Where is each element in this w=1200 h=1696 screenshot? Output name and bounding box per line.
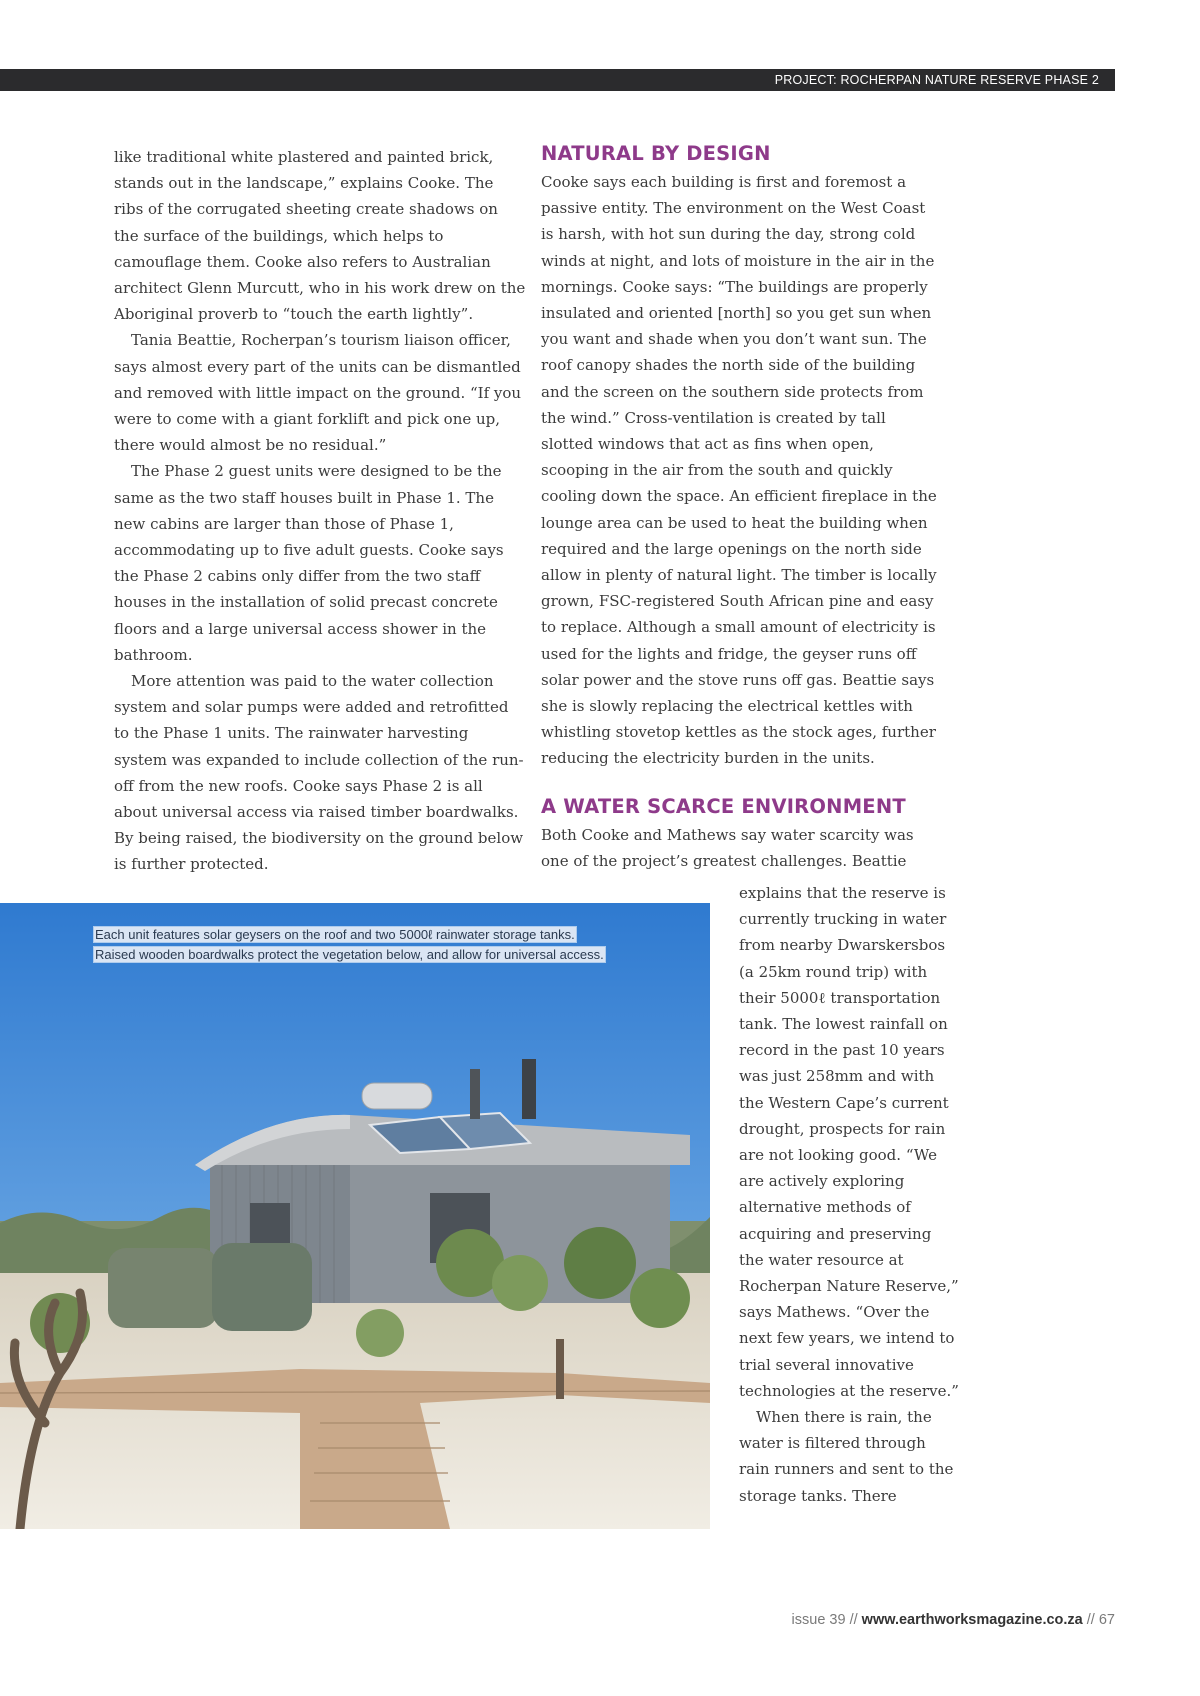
body-paragraph: explains that the reserve is currently trucking in water from nearby Dwarskersbos (a 25km round trip) with their 5000ℓ transportation tank. The lowest rainfall on record in the past 10 years was just 258mm and with the Western Cape’s current drought, prospects for rain are not looking good. “We are actively exploring alternative methods of acquiring and preserving the water resource at Rocherpan Nature Reserve,” says Mathews. “Over the next few years, we intend to trial several innovative technologies at the reserve.” xyxy=(739,884,959,1400)
project-label: PROJECT: ROCHERPAN NATURE RESERVE PHASE 2 xyxy=(774,73,1099,87)
body-paragraph: like traditional white plastered and painted brick, stands out in the landscape,” explains Cooke. The ribs of the corrugated sheeting create shadows on the surface of the buildings, which helps to camouflage them. Cooke also refers to Australian architect Glenn Murcutt, who in his work drew on the Aboriginal proverb to “touch the earth lightly”. xyxy=(114,148,526,324)
photo-caption xyxy=(94,925,605,964)
section-heading-natural-by-design: NATURAL BY DESIGN xyxy=(541,142,771,165)
caption-line: Raised wooden boardwalks protect the vegetation below, and allow for universal access. xyxy=(95,946,604,962)
page-number: 67 xyxy=(1098,1612,1115,1628)
body-paragraph: Tania Beattie, Rocherpan’s tourism liaison officer, says almost every part of the units can be dismantled and removed with little impact on the ground. “If you were to come with a giant forklift and pick one up, there would almost be no residual.” xyxy=(114,331,522,455)
footer-separator: // xyxy=(1082,1612,1099,1628)
body-paragraph: More attention was paid to the water collection system and solar pumps were added and retrofitted to the Phase 1 units. The rainwater harvesting system was expanded to include collection of the run-off from the new roofs. Cooke says Phase 2 is all about universal access via raised timber boardwalks. By being raised, the biodiversity on the ground below is further protected. xyxy=(114,672,524,874)
cabin-photo xyxy=(0,903,710,1529)
footer-separator: // xyxy=(845,1612,862,1628)
body-paragraph: Cooke says each building is first and foremost a passive entity. The environment on the West Coast is harsh, with hot sun during the day, strong cold winds at night, and lots of moisture in the air in the mornings. Cooke says: “The buildings are properly insulated and oriented [north] so you get sun when you want and shade when you don’t want sun. The roof canopy shades the north side of the building and the screen on the southern side protects from the wind.” Cross-ventilation is created by tall slotted windows that act as fins when open, scooping in the air from the south and quickly cooling down the space. An efficient fireplace in the lounge area can be used to heat the building when required and the large openings on the north side allow in plenty of natural light. The timber is locally grown, FSC-registered South African pine and easy to replace. Although a small amount of electricity is used for the lights and fridge, the geyser runs off solar power and the stove runs off gas. Beattie says she is slowly replacing the electrical kettles with whistling stovetop kettles as the stock ages, further reducing the electricity burden in the units. xyxy=(541,173,937,768)
right-column xyxy=(739,880,959,1509)
caption-line: Each unit features solar geysers on the roof and two 5000ℓ rainwater storage tanks. xyxy=(95,927,575,942)
issue-label: issue 39 xyxy=(791,1612,846,1628)
page-footer xyxy=(792,1612,1115,1628)
cabin-photo-illustration xyxy=(0,903,710,1529)
body-paragraph: When there is rain, the water is filtered through rain runners and sent to the storage tanks. There xyxy=(739,1408,954,1505)
left-column xyxy=(114,144,526,878)
body-paragraph: Both Cooke and Mathews say water scarcity was one of the project’s greatest challenges. Beattie xyxy=(541,825,914,870)
header-bar xyxy=(0,69,1115,91)
body-paragraph: The Phase 2 guest units were designed to be the same as the two staff houses built in Phase 1. The new cabins are larger than those of Phase 1, accommodating up to five adult guests. Cooke says the Phase 2 cabins only differ from the two staff houses in the installation of solid precast concrete floors and a large universal access shower in the bathroom. xyxy=(114,462,504,664)
section-heading-water-scarce: A WATER SCARCE ENVIRONMENT xyxy=(541,794,906,818)
website-link[interactable]: www.earthworksmagazine.co.za xyxy=(861,1612,1083,1628)
middle-column xyxy=(541,141,941,874)
